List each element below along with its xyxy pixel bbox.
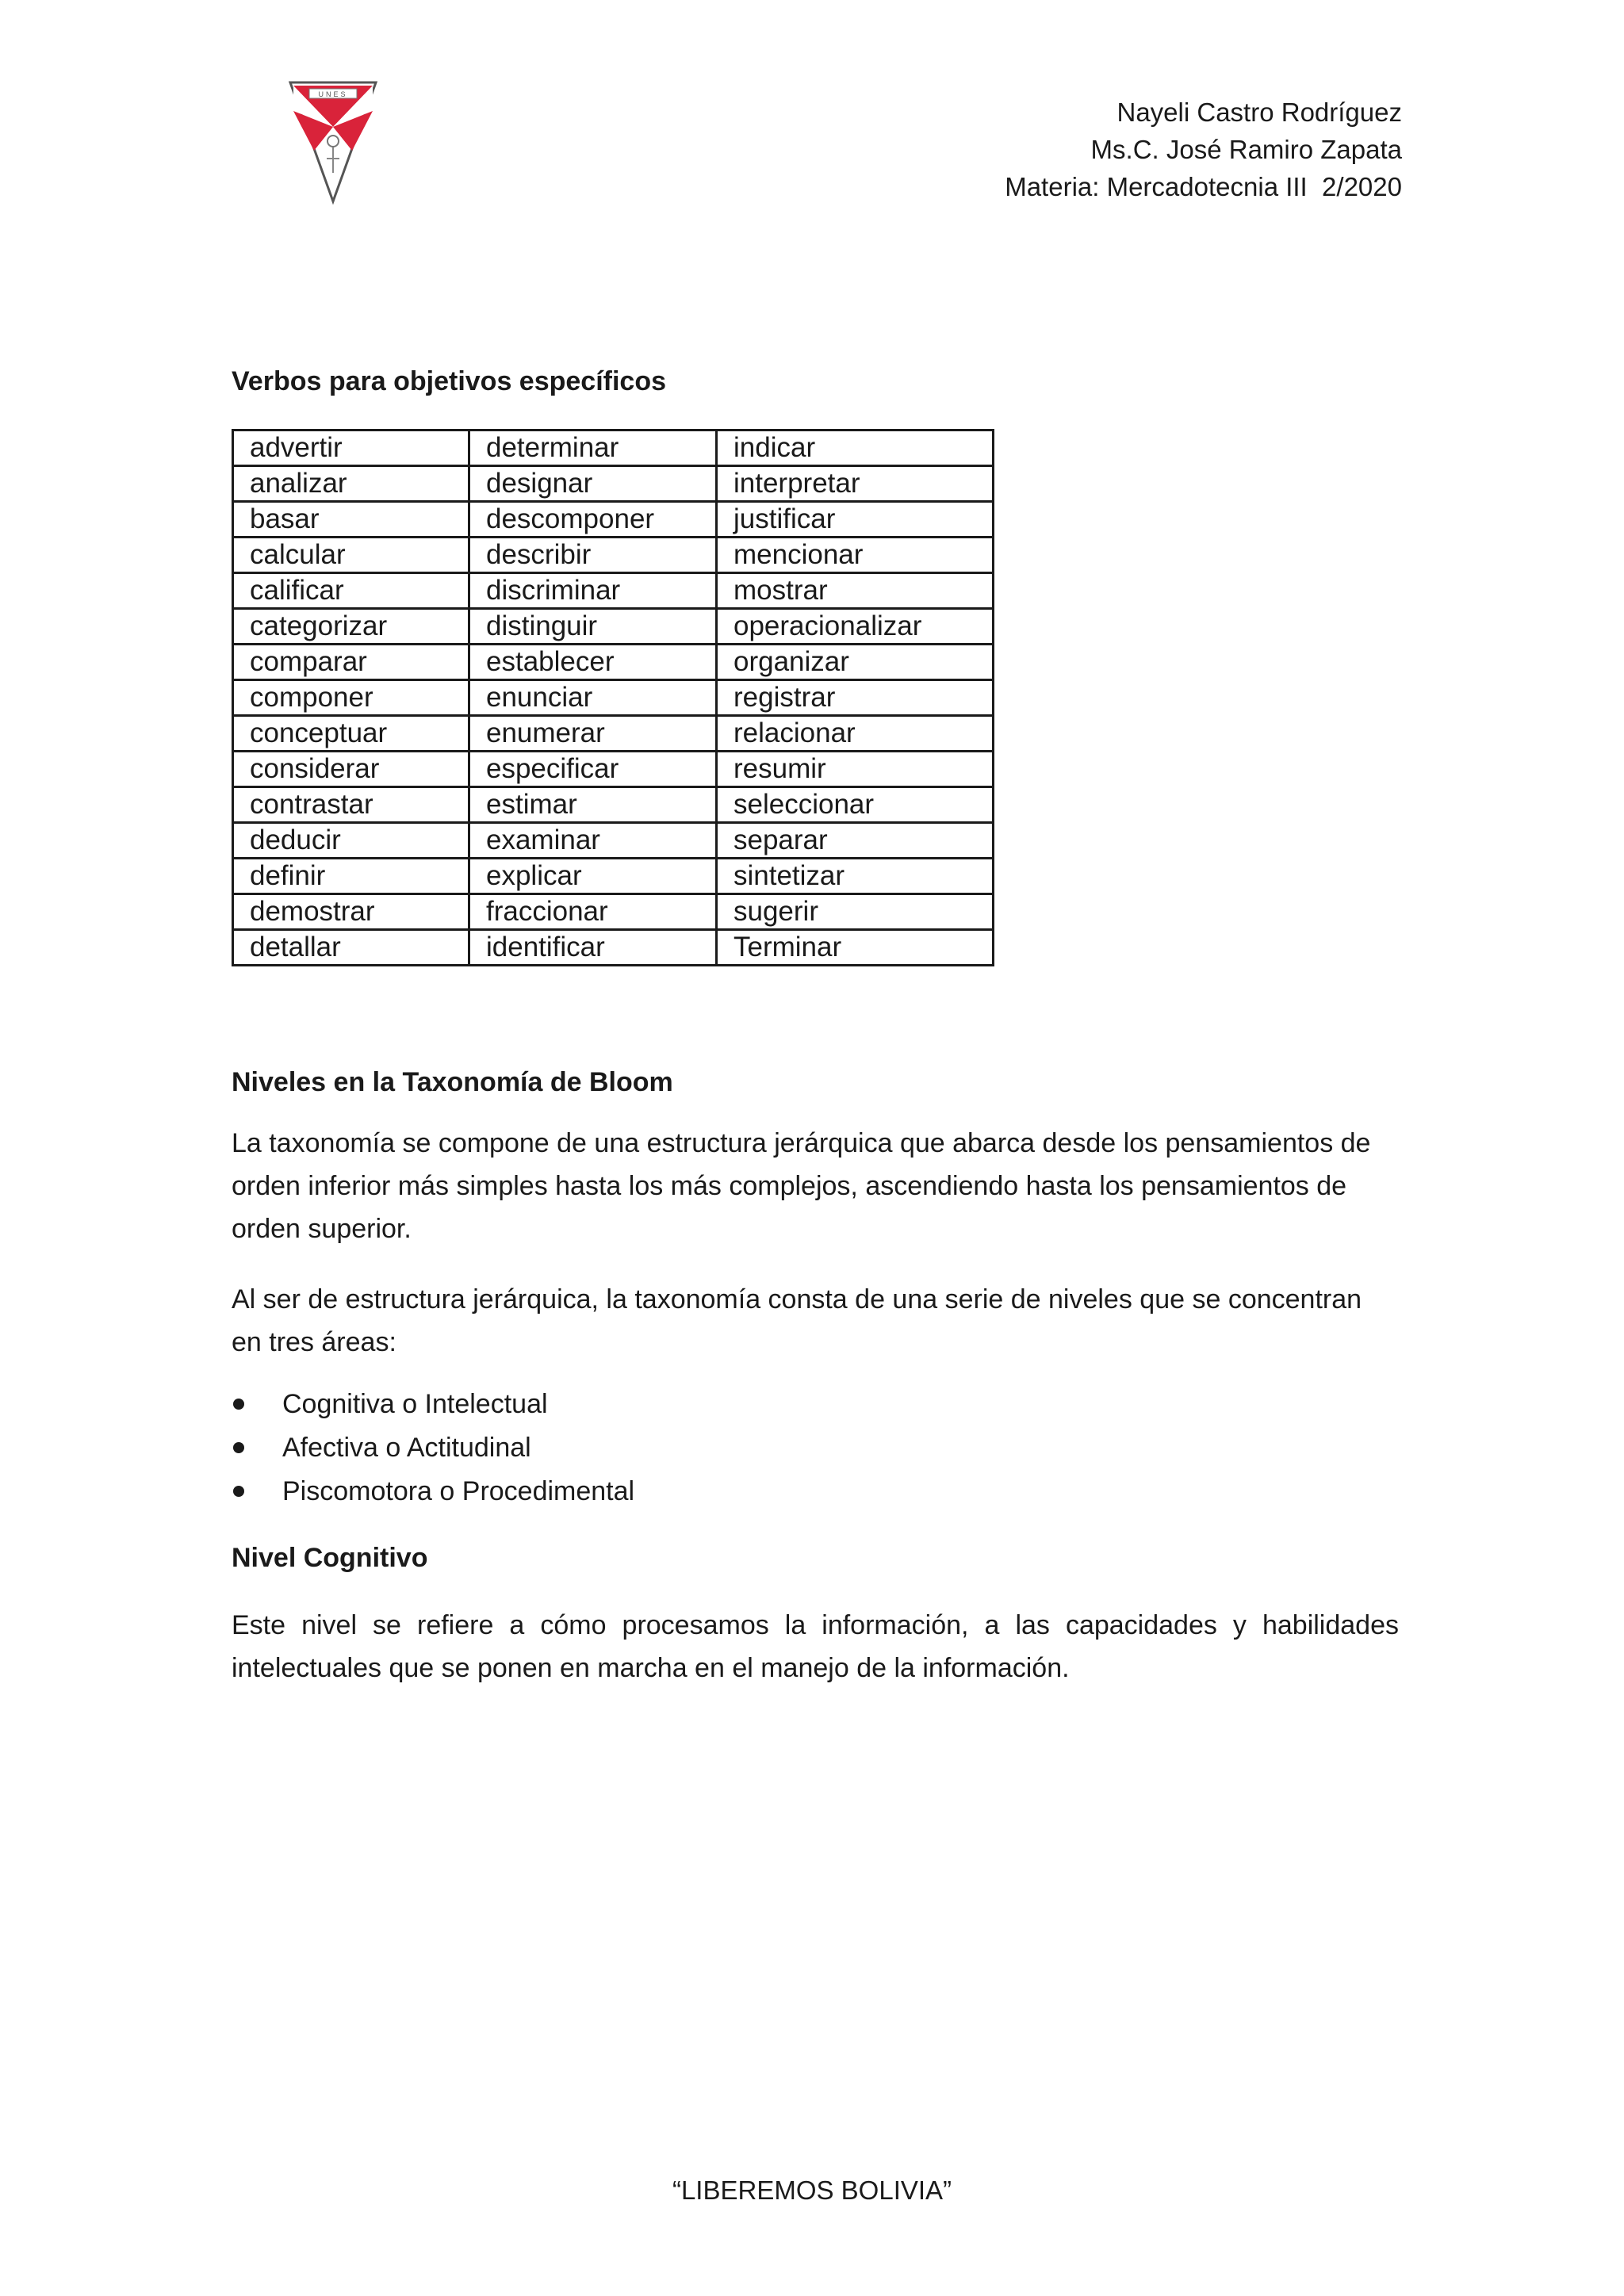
table-cell: justificar	[717, 502, 994, 538]
table-cell: describir	[469, 538, 717, 573]
table-cell: analizar	[233, 466, 469, 502]
table-cell: calcular	[233, 538, 469, 573]
table-cell: designar	[469, 466, 717, 502]
subject-line: Materia: Mercadotecnia III 2/2020	[1005, 172, 1402, 201]
table-cell: especificar	[469, 752, 717, 787]
table-cell: deducir	[233, 823, 469, 859]
bullet-icon	[233, 1399, 244, 1410]
table-row	[233, 752, 994, 787]
cognitive-section-title: Nivel Cognitivo	[232, 1543, 428, 1573]
table-cell: Terminar	[717, 930, 994, 966]
table-cell: relacionar	[717, 716, 994, 752]
table-cell: resumir	[717, 752, 994, 787]
table-cell: determinar	[469, 430, 717, 466]
table-cell: contrastar	[233, 787, 469, 823]
footer-motto: “LIBEREMOS BOLIVIA”	[672, 2175, 952, 2205]
document-header	[1005, 94, 1402, 205]
author-name: Nayeli Castro Rodríguez	[1116, 98, 1402, 127]
table-row	[233, 645, 994, 680]
table-cell: enunciar	[469, 680, 717, 716]
teacher-name: Ms.C. José Ramiro Zapata	[1090, 135, 1402, 164]
table-cell: mostrar	[717, 573, 994, 609]
table-cell: discriminar	[469, 573, 717, 609]
bullet-icon	[233, 1442, 244, 1453]
table-cell: establecer	[469, 645, 717, 680]
table-cell: operacionalizar	[717, 609, 994, 645]
table-row	[233, 859, 994, 894]
table-cell: detallar	[233, 930, 469, 966]
table-cell: identificar	[469, 930, 717, 966]
table-cell: examinar	[469, 823, 717, 859]
table-cell: enumerar	[469, 716, 717, 752]
table-row	[233, 538, 994, 573]
table-cell: indicar	[717, 430, 994, 466]
table-cell: organizar	[717, 645, 994, 680]
svg-text:UNES: UNES	[318, 90, 348, 98]
table-cell: conceptuar	[233, 716, 469, 752]
table-cell: advertir	[233, 430, 469, 466]
bullet-icon	[233, 1486, 244, 1497]
table-row	[233, 502, 994, 538]
table-cell: distinguir	[469, 609, 717, 645]
table-row	[233, 573, 994, 609]
area-label: Afectiva o Actitudinal	[282, 1433, 531, 1463]
table-cell: fraccionar	[469, 894, 717, 930]
table-row	[233, 609, 994, 645]
bloom-paragraph-2: Al ser de estructura jerárquica, la taxonomía consta de una serie de niveles que se concentran en tres áreas:	[232, 1284, 1362, 1357]
table-cell: mencionar	[717, 538, 994, 573]
table-cell: categorizar	[233, 609, 469, 645]
table-cell: explicar	[469, 859, 717, 894]
bloom-paragraph-1: La taxonomía se compone de una estructura jerárquica que abarca desde los pensamientos de orden inferior más simples hasta los más complejos, ascendiendo hasta los pensamientos de orden superior.	[232, 1128, 1371, 1244]
table-row	[233, 787, 994, 823]
list-item	[232, 1426, 634, 1470]
verbs-table	[232, 429, 994, 966]
table-cell: estimar	[469, 787, 717, 823]
university-logo	[285, 79, 381, 206]
table-cell: registrar	[717, 680, 994, 716]
table-cell: comparar	[233, 645, 469, 680]
table-cell: considerar	[233, 752, 469, 787]
bloom-section-title: Niveles en la Taxonomía de Bloom	[232, 1067, 673, 1097]
table-cell: definir	[233, 859, 469, 894]
table-row	[233, 894, 994, 930]
table-cell: separar	[717, 823, 994, 859]
table-row	[233, 716, 994, 752]
table-cell: descomponer	[469, 502, 717, 538]
areas-list	[232, 1383, 634, 1513]
table-cell: componer	[233, 680, 469, 716]
list-item	[232, 1470, 634, 1513]
table-cell: basar	[233, 502, 469, 538]
table-cell: interpretar	[717, 466, 994, 502]
table-cell: sugerir	[717, 894, 994, 930]
table-row	[233, 930, 994, 966]
area-label: Piscomotora o Procedimental	[282, 1476, 635, 1506]
table-row	[233, 466, 994, 502]
table-row	[233, 823, 994, 859]
verbs-table-body	[233, 430, 994, 966]
table-cell: demostrar	[233, 894, 469, 930]
table-row	[233, 680, 994, 716]
cognitive-paragraph: Este nivel se refiere a cómo procesamos la información, a las capacidades y habilidades intelectuales que se ponen en marcha en el manejo de la información.	[232, 1610, 1399, 1683]
area-label: Cognitiva o Intelectual	[282, 1389, 548, 1419]
table-cell: calificar	[233, 573, 469, 609]
verbs-section-title: Verbos para objetivos específicos	[232, 366, 667, 396]
table-cell: seleccionar	[717, 787, 994, 823]
table-row	[233, 430, 994, 466]
table-cell: sintetizar	[717, 859, 994, 894]
list-item	[232, 1383, 634, 1426]
